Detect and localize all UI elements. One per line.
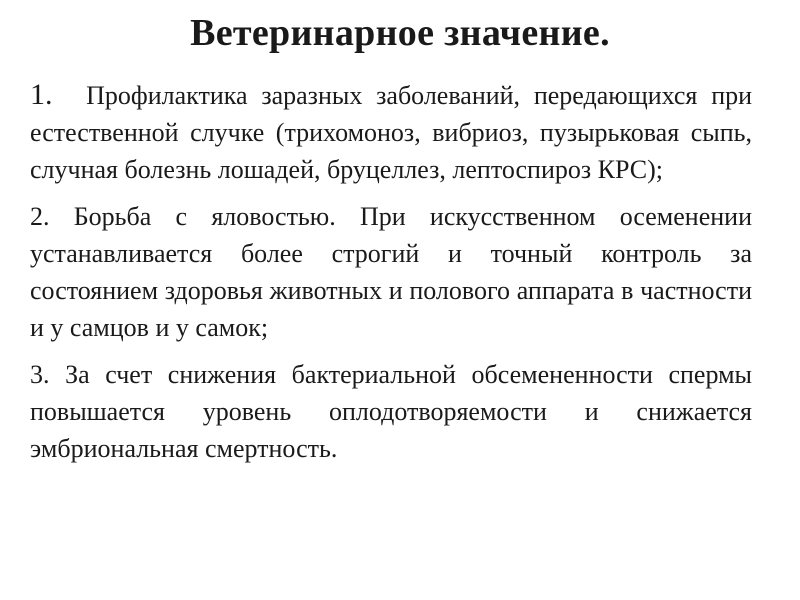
slide-title: Ветеринарное значение. — [190, 12, 610, 54]
list-item — [30, 76, 752, 188]
list-item — [30, 356, 752, 467]
item-text: За счет снижения бактериальной обсемененности спермы повышается уровень оплодотворяемости и снижается эмбриональная смертность. — [30, 360, 752, 463]
item-number: 1. — [30, 78, 53, 111]
item-text: Борьба с яловостью. При искусственном осеменении устанавливается более строгий и точный контроль за состоянием здоровья животных и полового аппарата в частности и у самцов и у самок; — [30, 202, 752, 342]
item-list — [30, 76, 752, 477]
list-item — [30, 198, 752, 346]
item-text: Профилактика заразных заболеваний, передающихся при естественной случке (трихомоноз, вибриоз, пузырьковая сыпь, случная болезнь лошадей, бруцеллез, лептоспироз КРС); — [30, 81, 753, 184]
item-number: 2. — [30, 202, 50, 231]
item-number: 3. — [30, 360, 50, 389]
